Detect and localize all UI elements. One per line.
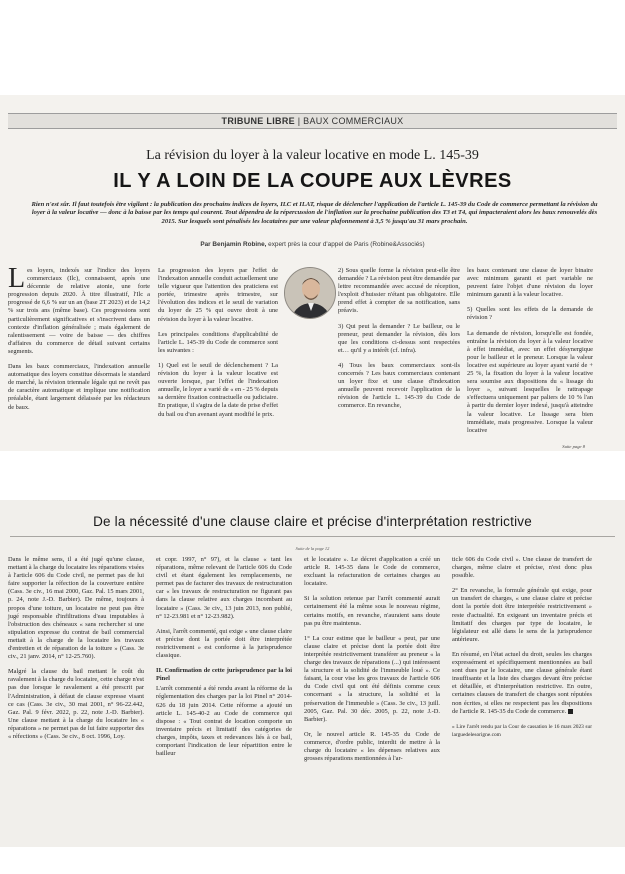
paragraph: Ainsi, l'arrêt commenté, qui exige « une clause claire et précise dont la portée doit être interprétée restrictivement » est conforme à la jurisprudence classique. bbox=[156, 627, 292, 660]
title-divider bbox=[10, 536, 615, 537]
author-portrait bbox=[284, 267, 336, 319]
paragraph: 3) Qui peut la demander ? Le bailleur, ou le preneur, peut demander la révision, dès lors que les conditions ci-dessus sont respectées et… qu'il y a intérêt (cf. infra). bbox=[338, 322, 460, 354]
text-column-1 bbox=[8, 263, 150, 419]
paragraph: 1) Quel est le seuil de déclenchement ? La révision du loyer à la valeur locative est ouverte lorsque, par l'effet de l'indexation annuelle, le loyer a varié de « en - 25 % depuis sa dernière fixation contractuelle ou judiciaire. En pratique, il s'agira de la date de prise d'effet du bail ou d'un avenant ayant modifié le prix. bbox=[158, 361, 278, 418]
paragraph: La progression des loyers par l'effet de l'indexation annuelle conduit actuellement une telle vigueur que l'attention des praticiens est portée, trimestre après trimestre, sur l'évolution des indices et le seuil de variation du loyer de 25 % qui ouvre droit à une révision du loyer à la valeur locative. bbox=[158, 267, 278, 323]
article-standfirst: Rien n'est sûr. Il faut toutefois être vigilant : la publication des prochains indices de loyers, ILC et ILAT, risque de déclencher l'application de l'article L. 145-39 du Code de commerce permettant la révision du loyer à la valeur locative — donc à la baisse par les temps qui courent. Tout dépendra de la répercussion de l'inflation sur la prochaine publication des T3 et T4, qui impacteraient alors les baux renouvelés dès 2015. Sur lesquels sont pénalisés les locataires par une valeur plafonnement à 3,5 % jusqu'au 31 mars prochain. bbox=[31, 201, 598, 225]
article-byline bbox=[0, 241, 625, 248]
article-page-top bbox=[0, 95, 625, 451]
text-column-2 bbox=[156, 556, 292, 765]
paragraph: 1° La cour estime que le bailleur « peut, par une clause claire et précise dont la portée doit être interprétée restrictivement transférer au preneur « la charge des travaux de réparations (...) qui intéressent la structure et la solidité de l'immeuble loué ». Ce faisant, la cour vise les gros travaux de l'article 606 du Code civil qui ont été définis comme ceux concernant « la structure, la solidité et la préservation de l'immeuble » (Cass. 3e civ., 13 juill. 2005, Gaz. Pal. 30 déc. 2005, p. 22, note J.-D. Barbier). bbox=[304, 634, 440, 723]
article-kicker: La révision du loyer à la valeur locative en mode L. 145-39 bbox=[146, 148, 479, 163]
source-note: » Lire l'arrêt rendu par la Cour de cassation le 16 mars 2023 sur larguedelesorigne.com bbox=[452, 723, 592, 738]
paragraph: Dans le même sens, il a été jugé qu'une clause, mettant à la charge du locataire les réparations visées à l'article 606 du Code civil, ne permet pas de lui faire supporter la réfection de la couverture entière (Cass. 3e civ., 16 mai 2000, Gaz. Pal. 15 mars 2001, p. 24, note J.-D. Barbier). De même, toujours à propos d'une toiture, un locataire ne peut pas être jugé responsable d'infiltrations d'eau imputables à l'obstruction des chéneaux « sans rechercher si une stipulation expresse du contrat de bail commercial mettait à la charge de la locataire les travaux d'entretien et de réparation de la toiture » (Cass. 3e civ., 21 janv. 2014, n° 12-25.760). bbox=[8, 556, 144, 661]
paragraph: 2° En revanche, la formule générale qui exige, pour un transfert de charges, « une clause claire et précise dont la portée doit être interprétée restrictivement » reste d'actualité. En exigeant un inventaire précis et limitatif des charges par type de locataire, le législateur est allé dans le sens de la jurisprudence antérieure. bbox=[452, 587, 592, 643]
text-column-4 bbox=[467, 267, 593, 442]
paragraph: et copr. 1997, n° 97), et la clause « tant les réparations, même relevant de l'article 606 du Code civil et étant également les remplacements, ne permet pas de facturer des travaux de restructuration car « les travaux de restructuration ne figurant pas dans la clause relative aux charges incombant au locataire » (Cass. 3e civ., 13 juin 2013, non publié, n° 12-23.981 et n° 12-23.982). bbox=[156, 556, 292, 620]
text-column-3 bbox=[338, 267, 460, 418]
paragraph: Si la solution retenue par l'arrêt commenté aurait certainement été la même sous le nouveau régime, certains motifs, en revanche, n'auraient sans doute pas pu être maintenus. bbox=[304, 595, 440, 627]
paragraph: L'arrêt commenté a été rendu avant la réforme de la réglementation des charges par la loi Pinel n° 2014-626 du 18 juin 2014. Cette réforme a ajouté un article L. 145-40-2 au Code de commerce qui dispose : « Tout contrat de location comporte un inventaire précis et limitatif des catégories de charges, impôts, taxes et redevances liés à ce bail, comportant l'indication de leur répartition entre le bailleur bbox=[156, 685, 292, 758]
paragraph: Les principales conditions d'applicabilité de l'article L. 145-39 du Code de commerce sont les suivantes : bbox=[158, 330, 278, 354]
paragraph: et le locataire ». Le décret d'application a créé un article R. 145-35 dans le Code de commerce, excluant la refacturation de certaines charges au locataire. bbox=[304, 556, 440, 588]
rubric-rest: | BAUX COMMERCIAUX bbox=[294, 116, 404, 126]
paragraph: Malgré la clause du bail mettant le coût du ravalement à la charge du locataire, cette charge n'est pas due lorsque le ravalement a été prescrit par l'Administration, à défaut de clause expresse visant ce cas (Cass. 3e civ., 30 mai 2001, n° 96-22.442, Gaz. Pal. 9 févr. 2022, p. 22, note J.-D. Barbier). Une clause mettant à la charge du locataire les « réparations » ne permet pas de lui faire supporter des « réfections » (Cass. 3e civ., 8 oct. 1996, Loy. bbox=[8, 668, 144, 740]
paragraph: Or, le nouvel article R. 145-35 du Code de commerce, d'ordre public, interdit de mettre à la charge du locataire « les dépenses relatives aux grosses réparations mentionnées à l'ar- bbox=[304, 730, 440, 763]
text-column-1 bbox=[8, 556, 144, 748]
paragraph: Dans les baux commerciaux, l'indexation annuelle automatique des loyers constitue désormais le standard de marché, la révision triennale légale qui ne revêt pas de caractère automatique et implique une notification préalable, étant largement délaissée par les rédacteurs de baux. bbox=[8, 363, 150, 411]
article-page-bottom bbox=[0, 500, 625, 847]
article-headline: IL Y A LOIN DE LA COUPE AUX LÈVRES bbox=[113, 170, 512, 192]
text-column-3 bbox=[304, 556, 440, 770]
paragraph: 5) Quelles sont les effets de la demande de révision ? bbox=[467, 306, 593, 322]
continuation-note: Suite de la page 12 bbox=[295, 546, 330, 551]
text-column-2 bbox=[158, 267, 278, 426]
drop-cap: L bbox=[8, 263, 26, 294]
continuation-note: Suite page 8 bbox=[562, 444, 585, 449]
rubric-strong: TRIBUNE LIBRE bbox=[221, 116, 295, 126]
byline-role: expert près la cour d'appel de Paris (Robine&Associés) bbox=[266, 241, 425, 248]
section-heading: II. Confirmation de cette jurisprudence par la loi Pinel bbox=[156, 667, 292, 683]
paragraph: 2) Sous quelle forme la révision peut-elle être demandée ? La révision peut être demandée par lettre recommandée avec accusé de réception, l'exploit d'huissier n'étant pas obligatoire. Elle prend effet à compter de sa notification, sans préavis. bbox=[338, 267, 460, 315]
paragraph: les baux contenant une clause de loyer binaire avec minimum garanti et part variable ne peuvent faire l'objet d'une révision du loyer minimum garanti à la valeur locative. bbox=[467, 267, 593, 299]
end-of-article-mark bbox=[568, 709, 573, 714]
paragraph: 4) Tous les baux commerciaux sont-ils concernés ? Les baux commerciaux contenant un loyer fixe et une clause d'indexation annuelle peuvent recevoir l'application de la révision de l'article L. 145-39 du Code de commerce. En revanche, bbox=[338, 361, 460, 410]
text-column-4 bbox=[452, 556, 592, 746]
paragraph: En résumé, en l'état actuel du droit, seules les charges expressément et spécifiquement mentionnées au bail sont dues par le locataire, une clause générale étant insuffisante et la liste des charges devant être précise et détaillée, et d'interprétation restrictive. En outre, certaines clauses de transfert de charges sont réputées non écrites, si elles ne respectent pas les dispositions de l'article R. 145-35 du Code de commerce. bbox=[452, 650, 592, 715]
byline-author: Par Benjamin Robine, bbox=[200, 241, 267, 248]
article-title: De la nécessité d'une clause claire et précise d'interprétation restrictive bbox=[93, 514, 532, 529]
paragraph: La demande de révision, lorsqu'elle est fondée, entraîne la révision du loyer à la valeur locative à effet immédiat, avec un effet désynergique pour le bailleur et le preneur. Lorsque la valeur locative est supérieure au loyer ayant varié de + 25 %, la fixation du loyer à la valeur locative sera soumise aux dispositions du « lissage du loyer », suivant lesquelles le rattrapage s'effectuera uniquement par paliers de 10 % l'an à partir du dernier loyer indexé, jusqu'à atteindre la valeur locative. Le lissage sera bien immédiate, mais progressive. Lorsque la valeur locative bbox=[467, 329, 593, 434]
paragraph: ticle 606 du Code civil ». Une clause de transfert de charges, même claire et précise, n'est donc plus possible. bbox=[452, 556, 592, 580]
paragraph: Les loyers, indexés sur l'indice des loyers commerciaux (Ilc), connaissent, après une décennie de relative atonie, une forte progression depuis 2020. À titre illustratif, l'Ilc a progressé de 6,6 % sur un an (base 2T 2023) et de 14,2 % sur trois ans (même base). Ces progressions sont particulièrement significatives et s'inscrivent dans un contexte d'inflation généralisée ; mais également de ralentissement — voire de baisse — des chiffres d'affaires du commerce de détail suivant certains segments. bbox=[8, 263, 150, 355]
section-rubric bbox=[8, 113, 617, 129]
